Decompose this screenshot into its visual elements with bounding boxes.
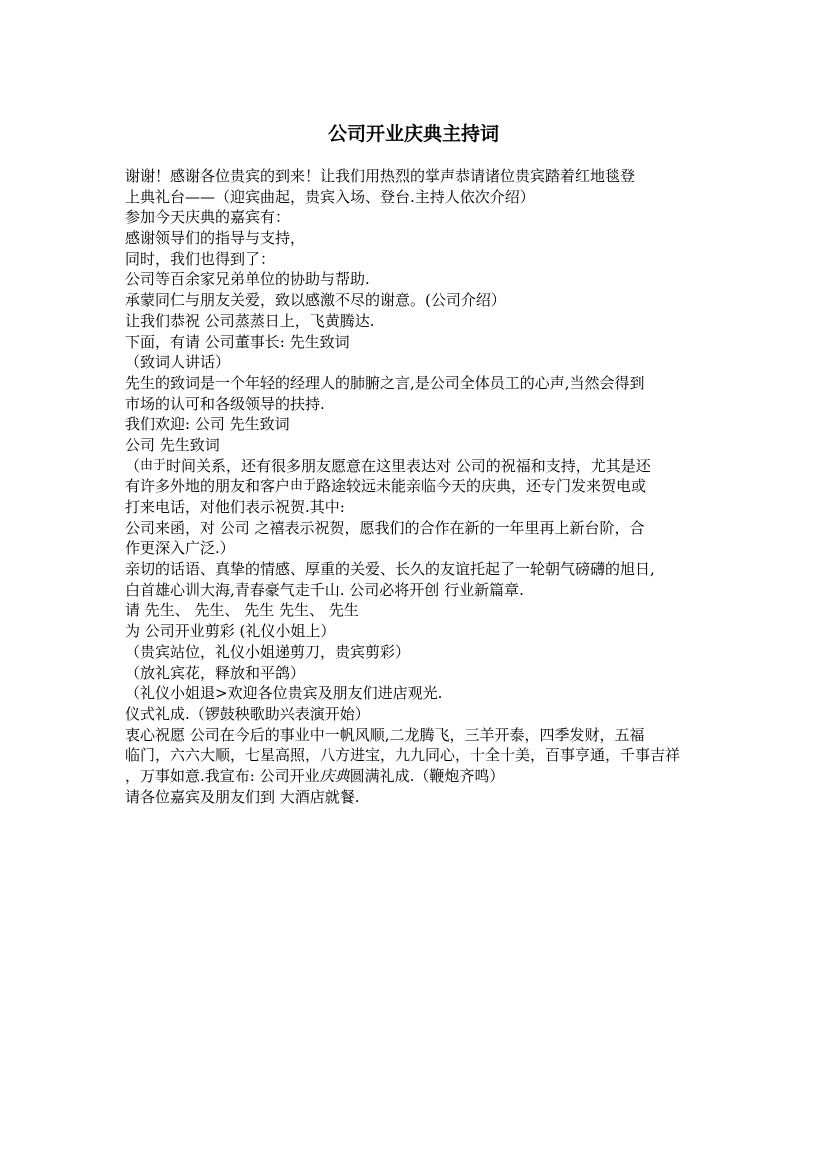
text-line: （放礼宾花，释放和平鸽） (125, 663, 306, 682)
text-line: 我们欢迎: 公司 先生致词 (125, 415, 290, 434)
text-line: 请 先生、 先生、 先生 先生、 先生 (125, 601, 359, 620)
text-line: 市场的认可和各级领导的扶持. (125, 394, 325, 413)
text-line: 公司 先生致词 (125, 435, 220, 454)
text-line: 公司来函，对 公司 之禧表示祝贺，愿我们的合作在新的一年里再上新台阶，合 (125, 518, 645, 537)
text-line: 临门，六六大顺，七星高照，八方进宝，九九同心，十全十美，百事亨通，千事吉祥 (125, 746, 681, 765)
text-line (125, 766, 715, 787)
document-body (125, 166, 715, 807)
text-line: 为 公司开业剪彩 (礼仪小姐上） (125, 622, 336, 641)
text-line: 请各位嘉宾及朋友们到 大酒店就餐. (125, 787, 360, 806)
text-line: 同时，我们也得到了： (125, 249, 276, 268)
document-title: 公司开业庆典主持词 (327, 123, 499, 145)
text-line: （致词人讲话） (125, 353, 231, 372)
text-line (125, 476, 715, 497)
text-fragment-italic: 庆典 (319, 766, 350, 785)
text-line: 亲切的话语、真挚的情感、厚重的关爱、长久的友谊托起了一轮朝气磅礴的旭日, (125, 560, 655, 579)
text-line: 感谢领导们的指导与支持， (125, 229, 306, 248)
text-line (125, 456, 715, 477)
text-line: 先生的致词是一个年轻的经理人的肺腑之言,是公司全体员工的心声,当然会得到 (125, 373, 645, 392)
text-line: 下面，有请 公司董事长: 先生致词 (125, 332, 350, 351)
text-line: （贵宾站位，礼仪小姐递剪刀，贵宾剪彩） (125, 642, 411, 661)
text-line: （礼仪小姐退>欢迎各位贵宾及朋友们进店观光. (125, 684, 443, 703)
text-fragment: 有许多外地的朋友和客户 (125, 477, 291, 496)
text-line: 仪式礼成.（锣鼓秧歌助兴表演开始） (125, 704, 370, 723)
text-fragment-small: 由于 (290, 478, 317, 494)
text-fragment: 时间关系，还有很多朋友愿意在这里表达对 公司的祝福和支持，尤其是还 (166, 456, 651, 475)
text-line: 衷心祝愿 公司在今后的事业中一帆风顺,二龙腾飞，三羊开泰，四季发财，五福 (125, 725, 645, 744)
text-fragment: ，万事如意.我宣布: 公司开业 (125, 766, 320, 785)
text-line: 打来电话，对他们表示祝贺.其中: (125, 498, 345, 516)
text-fragment: 路途较远未能亲临今天的庆典，还专门发来贺电或 (316, 477, 647, 496)
text-line: 上典礼台——（迎宾曲起，贵宾入场、登台.主持人依次介绍） (125, 187, 535, 206)
text-line: 谢谢！感谢各位贵宾的到来！让我们用热烈的掌声恭请诸位贵宾踏着红地毯登 (125, 167, 636, 185)
text-line: 白首雄心训大海,青春豪气走千山. 公司必将开创 行业新篇章. (125, 580, 524, 599)
text-fragment: （ (125, 456, 141, 475)
text-line: 参加今天庆典的嘉宾有： (125, 208, 291, 227)
text-line: 作更深入广泛.） (125, 539, 235, 558)
text-line: 让我们恭祝 公司蒸蒸日上，飞黄腾达. (125, 311, 375, 330)
text-fragment-small: 由于 (140, 457, 167, 473)
text-fragment: 圆满礼成.（鞭炮齐鸣） (349, 766, 505, 785)
text-line: 公司等百余家兄弟单位的协助与帮助. (125, 270, 370, 289)
text-line: 承蒙同仁与朋友关爱，致以感激不尽的谢意。(公司介绍） (125, 291, 506, 310)
